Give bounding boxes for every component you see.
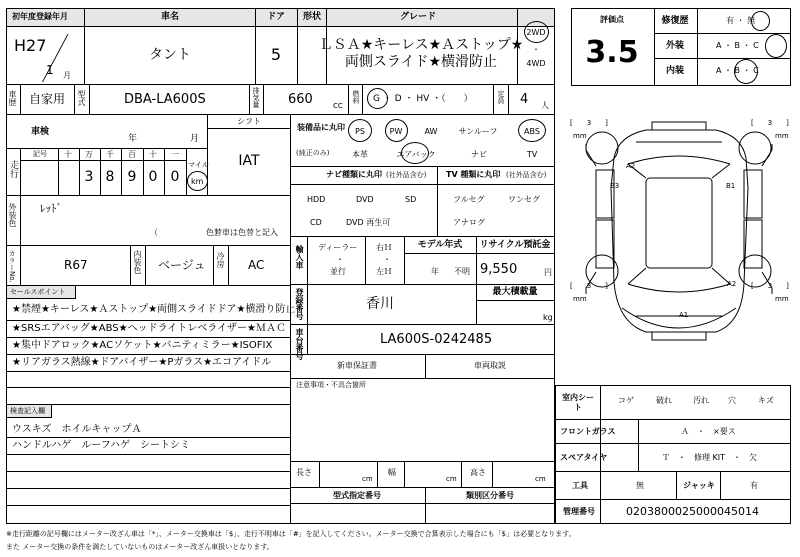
fuel-label: 燃料 — [352, 90, 360, 104]
digit-label-0: 十 — [64, 150, 72, 159]
bracket-top-right: [ 3 ] — [751, 119, 789, 127]
import-label: 輸入車 — [295, 245, 304, 269]
shift-value: IAT — [238, 153, 260, 169]
digit-label-5: 一 — [171, 150, 179, 159]
sales-line-3: ★リアガラス熱線★ドアバイザー★Pガラス★エコアイドル — [12, 357, 272, 368]
navi-sd: SD — [405, 195, 417, 204]
inspection-year-unit: 年 — [128, 134, 138, 144]
seat-opt-2: 汚れ — [693, 396, 709, 405]
digit-label-1: 万 — [85, 150, 93, 159]
sales-line-0: ★禁煙★キーレス★Ａストップ★両側スライドドア★横滑り防止 — [12, 304, 296, 315]
inspection-label: 車検 — [30, 127, 50, 137]
spare-label: スペアタイヤ — [560, 453, 608, 462]
overall-score: 3.5 — [585, 35, 639, 70]
registration-value: 香川 — [366, 296, 394, 312]
color-value: ﾚｯﾄﾞ — [40, 202, 62, 215]
sales-line-2: ★集中ドアロック★ACソケット★バニティミラー★ISOFIX — [12, 340, 273, 351]
digit-value-3: 9 — [127, 169, 137, 185]
mm-top-left: mm — [573, 132, 587, 140]
interior-b-circle — [734, 59, 758, 84]
car-damage-diagram — [566, 108, 791, 358]
car-body-outline — [611, 130, 748, 332]
mm-top-right: mm — [775, 132, 789, 140]
model-year-unknown: 不明 — [454, 267, 470, 276]
inspector-label: 検査記入欄 — [10, 407, 45, 415]
equip-aw: AW — [424, 127, 438, 136]
car-roof — [646, 178, 712, 268]
mm-bottom-left: mm — [573, 295, 587, 303]
wheel-front-left — [586, 132, 618, 164]
tv-sub: (社外品含む) — [506, 171, 547, 179]
wheel-front-right — [739, 132, 771, 164]
sales-label: セールスポイント — [10, 288, 66, 296]
recycle-yen: 円 — [544, 268, 552, 277]
damage-a2-bottom: A2 — [727, 280, 737, 288]
mm-bottom-right: mm — [775, 295, 789, 303]
damage-b1: B1 — [726, 182, 736, 190]
first-reg-month: 1 — [46, 63, 54, 77]
digit-label-4: 十 — [149, 150, 157, 159]
navi-sub: (社外品含む) — [386, 171, 427, 179]
bracket-bottom-right: [ 3 ] — [751, 282, 789, 290]
manual-label: 車両取説 — [474, 361, 506, 370]
color-note: 色替車は色替と記入 — [206, 228, 278, 237]
jack-label: ジャッキ — [683, 481, 715, 490]
tv-analog: アナログ — [453, 218, 485, 227]
width-cm: cm — [446, 475, 457, 483]
equip-ps-circle — [348, 119, 372, 142]
equip-tv: TV — [526, 150, 538, 159]
fuel-options: G ・ D ・ HV ・（ ） — [373, 94, 473, 104]
first-reg-year: H27 — [14, 36, 47, 55]
seat-opt-0: コゲ — [618, 396, 634, 405]
warranty-label: 新車保証書 — [337, 361, 377, 370]
navi-hdd: HDD — [307, 195, 326, 204]
damage-b3: B3 — [610, 182, 620, 190]
damage-a1: A1 — [679, 311, 689, 319]
inspection-month-unit: 月 — [190, 134, 200, 144]
chassis-value: LA600S-0242485 — [380, 332, 493, 347]
damage-a2-top: A2 — [626, 162, 636, 170]
height-cm: cm — [535, 475, 546, 483]
model-year-unit: 年 — [431, 267, 439, 276]
recycle-label: リサイクル預託金 — [479, 240, 551, 250]
exterior-c-circle — [765, 34, 787, 58]
mile-label: マイル — [188, 161, 209, 169]
ac-label: 冷房 — [216, 252, 225, 268]
notes-label: 注意事項・不具合箇所 — [296, 381, 366, 389]
equip-pw-circle — [385, 119, 408, 142]
shape-label: 形状 — [302, 12, 322, 22]
import-dot: ・ — [336, 255, 344, 264]
color-code-label: カラーNo. — [8, 250, 16, 283]
glass-label: フロントガラス — [560, 427, 616, 436]
grade-label: グレード — [399, 12, 437, 22]
equip-abs-circle — [518, 119, 546, 142]
digit-value-2: 8 — [105, 169, 115, 185]
seat-opt-4: キズ — [758, 396, 774, 405]
capacity-value: 4 — [520, 92, 529, 107]
model-year-label: モデル年式 — [417, 240, 463, 250]
digit-label-2: 千 — [106, 150, 114, 159]
spare-options: Ｔ ・ 修理 KIT ・ 欠 — [662, 453, 758, 462]
mgmt-value: 0203800025000045014 — [626, 505, 759, 518]
mgmt-label: 管理番号 — [563, 507, 595, 516]
grade-line-2: 両側スライド★横滑防止 — [344, 54, 498, 70]
height-label: 高さ — [470, 468, 486, 477]
car-name-value: タント — [149, 47, 191, 63]
navi-cd: CD — [310, 218, 322, 227]
first-reg-label: 初年度登録年月 — [12, 12, 68, 21]
digit-value-5: 0 — [170, 169, 180, 185]
import-dot-2: ・ — [383, 255, 391, 264]
jack-value: 有 — [750, 481, 758, 490]
chassis-label: 車台番号 — [295, 328, 304, 360]
repair-none-circle — [751, 11, 770, 31]
digit-value-1: 3 — [84, 169, 94, 185]
grade-line-1: ＬＳＡ★キーレス★Ａストップ★ — [318, 37, 524, 53]
import-right-h: 右Ｈ — [376, 243, 392, 252]
capacity-unit: 人 — [541, 101, 549, 110]
cc-unit: CC — [333, 102, 343, 110]
digit-label-3: 百 — [128, 150, 136, 159]
interior-options: A ・ B ・ C — [716, 66, 759, 75]
use-label: 車歴 — [8, 90, 17, 106]
displacement-value: 660 — [288, 92, 313, 107]
repair-options: 有 ・ 無 — [726, 16, 756, 25]
door-label: ドア — [267, 12, 285, 22]
seat-label: 室内シート — [562, 393, 594, 413]
displacement-label: 排気量 — [252, 87, 260, 108]
inspector-line-1: ウスキズ ホイルキャップＡ — [12, 424, 142, 435]
first-reg-month-unit: 月 — [63, 71, 71, 80]
max-load-kg: kg — [543, 313, 553, 322]
exterior-options: A ・ B ・ C — [716, 41, 759, 50]
equip-airbag: エアバック — [396, 150, 436, 159]
drive-2wd: 2WD — [526, 28, 546, 37]
equipment-note: (純正のみ) — [296, 149, 330, 157]
width-label: 幅 — [388, 468, 396, 477]
sales-line-1: ★SRSエアバッグ★ABS★ヘッドライトレベライザー★ＭＡＣ — [12, 323, 286, 334]
navi-dvd-play: DVD 再生可 — [346, 218, 391, 227]
model-value: DBA-LA600S — [124, 92, 206, 107]
mileage-label: 走行 — [8, 160, 18, 178]
capacity-label: 定員 — [497, 90, 505, 104]
tv-oneseg: ワンセグ — [508, 195, 540, 204]
repair-label: 修復歴 — [661, 16, 689, 26]
bracket-bottom-left: [ 3 ] — [570, 282, 608, 290]
exterior-label: 外装 — [665, 41, 685, 51]
door-value: 5 — [270, 45, 282, 64]
type-no-label: 型式指定番号 — [333, 491, 381, 500]
import-dealer: ディーラー — [318, 243, 358, 252]
car-name-label: 車名 — [160, 12, 180, 22]
fuel-g-circle — [367, 88, 388, 109]
footer-note-2: また メーター交換の条件を満たしていないものはメーター改ざん車扱いとなります。 — [6, 543, 274, 551]
navi-dvd: DVD — [356, 195, 374, 204]
km-circle — [187, 171, 208, 191]
interior-color-value: ベージュ — [158, 258, 206, 272]
equip-abs: ABS — [524, 127, 540, 136]
ac-value: AC — [248, 258, 265, 272]
score-label: 評価点 — [600, 15, 624, 24]
shift-label: シフト — [237, 117, 261, 126]
interior-label: 内装 — [665, 66, 685, 76]
color-label: 外装色 — [8, 203, 17, 227]
class-no-label: 類別区分番号 — [466, 491, 514, 500]
equip-pw: PW — [389, 127, 403, 136]
navi-title: ナビ種類に丸印 — [326, 170, 382, 179]
footer-note-1: ※走行距離の記号欄にはメーター改ざん車は「*」、メーター交換車は「$」、走行不明車は「#」を記入してください。メーター交換で合算表示した場合にも「$」は必要となります。 — [6, 530, 576, 538]
bracket-top-left: [ 3 ] — [570, 119, 608, 127]
equip-ps: PS — [355, 127, 365, 136]
tv-fullseg: フルセグ — [453, 195, 485, 204]
equip-airbag-circle — [401, 142, 429, 164]
drive-dot: ・ — [532, 45, 540, 54]
color-paren: （ ） — [150, 228, 222, 237]
registration-label: 登録番号 — [295, 288, 304, 320]
color-code-value: R67 — [64, 258, 88, 272]
tools-label: 工具 — [572, 481, 588, 490]
max-load-label: 最大積載量 — [492, 287, 538, 297]
import-parallel: 並行 — [330, 267, 346, 276]
length-label: 長さ — [296, 468, 312, 477]
seat-opt-3: 穴 — [728, 396, 736, 405]
equip-sunroof: サンルーフ — [458, 127, 498, 136]
inspector-line-2: ハンドルハゲ ルーフハゲ シートシミ — [12, 440, 190, 451]
mileage-sign-label: 記号 — [33, 150, 47, 158]
length-cm: cm — [362, 475, 373, 483]
equipment-label: 装備品に丸印 — [297, 123, 345, 132]
import-left-h: 左Ｈ — [376, 267, 392, 276]
drive-4wd: 4WD — [526, 59, 546, 68]
model-label: 型式 — [77, 90, 86, 106]
use-value: 自家用 — [29, 92, 66, 106]
tv-title: TV 種類に丸印 — [446, 170, 501, 179]
tools-value: 無 — [636, 481, 644, 490]
seat-opt-1: 破れ — [656, 396, 672, 405]
glass-options: Ａ ・ ×要ス — [681, 427, 736, 436]
equip-navi: ナビ — [471, 150, 487, 159]
interior-color-label: 内装色 — [133, 250, 142, 274]
equip-leather: 本革 — [352, 150, 368, 159]
recycle-value: 9,550 — [480, 262, 518, 277]
km-label: km — [191, 177, 204, 186]
digit-value-4: 0 — [148, 169, 158, 185]
drive-2wd-circle — [524, 21, 549, 43]
